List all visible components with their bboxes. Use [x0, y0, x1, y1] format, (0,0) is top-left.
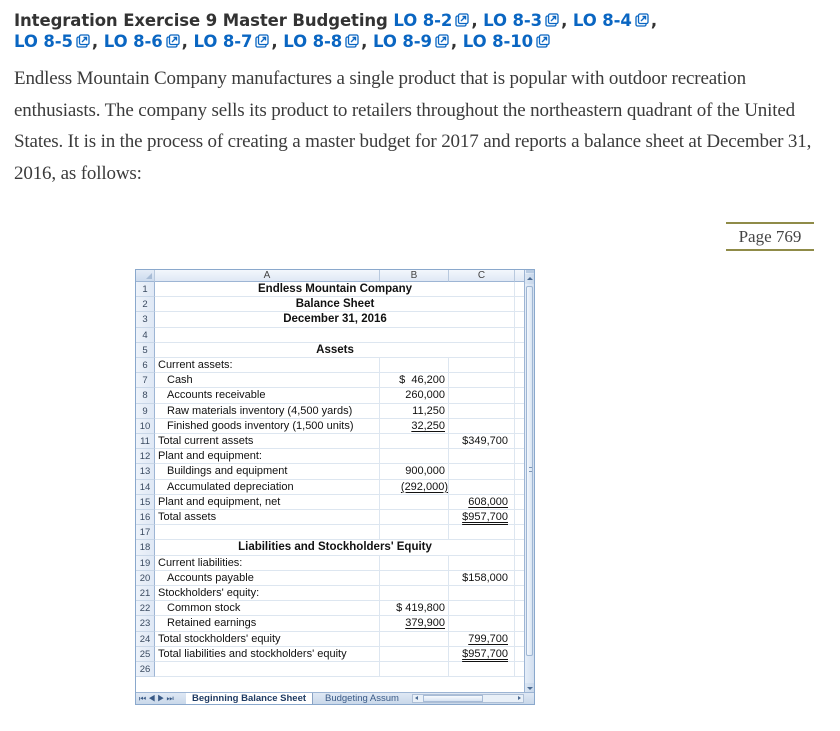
column-header-a: A — [155, 270, 380, 282]
cell-label: Total assets — [155, 510, 380, 525]
scroll-right-arrow-icon[interactable] — [518, 696, 521, 700]
row-number: 26 — [136, 662, 155, 677]
balance-sheet-spreadsheet — [135, 269, 535, 705]
cell-label: Raw materials inventory (4,500 yards) — [155, 404, 380, 419]
table-row — [136, 647, 525, 662]
cell-label: Buildings and equipment — [155, 464, 380, 479]
external-link-icon — [545, 13, 559, 27]
liabilities-section-heading: Liabilities and Stockholders' Equity — [238, 541, 432, 554]
external-link-icon — [76, 34, 90, 48]
table-row — [136, 449, 525, 464]
external-link-icon — [635, 13, 649, 27]
external-link-icon — [536, 34, 550, 48]
table-row — [136, 571, 525, 586]
table-row — [136, 419, 525, 434]
row-number: 5 — [136, 343, 155, 358]
table-row — [136, 525, 525, 540]
scroll-thumb[interactable] — [526, 286, 533, 656]
table-row — [136, 404, 525, 419]
sheet-navigation-arrows-icon[interactable]: ⏮◀▶⏭ — [139, 694, 176, 703]
select-all-corner — [136, 270, 155, 282]
table-row — [136, 464, 525, 479]
row-number: 12 — [136, 449, 155, 464]
column-header-c: C — [449, 270, 515, 282]
row-number: 25 — [136, 647, 155, 662]
cell-label: Current assets: — [155, 358, 380, 373]
sheet-tab-bar — [136, 692, 534, 704]
table-row — [136, 373, 525, 388]
table-row — [136, 662, 525, 677]
cell-label: Stockholders' equity: — [155, 586, 380, 601]
table-row — [136, 328, 525, 343]
table-row — [136, 343, 525, 358]
external-link-icon — [455, 13, 469, 27]
cell-value: 379,900 — [380, 616, 449, 631]
intro-paragraph: Endless Mountain Company manufactures a single product that is popular with outdoor recreation enthusiasts. The company sells its product to retailers throughout the northeastern quadrant of the United States. It is in the process of creating a master budget for 2017 and reports a balance sheet at December 31, 2016, as follows: — [14, 68, 812, 184]
table-row — [136, 388, 525, 403]
cell-value: 799,700 — [449, 632, 515, 647]
grip-icon — [529, 467, 532, 472]
table-row — [136, 495, 525, 510]
row-number: 15 — [136, 495, 155, 510]
row-number: 2 — [136, 297, 155, 312]
cell-value: 11,250 — [380, 404, 449, 419]
split-handle[interactable] — [526, 270, 534, 273]
cell-value: $957,700 — [449, 510, 515, 525]
statement-date: December 31, 2016 — [283, 313, 387, 326]
row-number: 19 — [136, 556, 155, 571]
cell-value: 608,000 — [449, 495, 515, 510]
column-header-b: B — [380, 270, 449, 282]
sheet-tab-budgeting-assumptions[interactable]: Budgeting Assum — [325, 693, 399, 704]
table-row — [136, 510, 525, 525]
lo-link-8-9[interactable]: LO 8-9 — [373, 32, 451, 51]
lo-link-8-6[interactable]: LO 8-6 — [104, 32, 182, 51]
table-row — [136, 616, 525, 631]
scroll-up-arrow-icon[interactable] — [525, 274, 534, 284]
row-number: 18 — [136, 540, 155, 555]
horizontal-scrollbar[interactable] — [412, 694, 524, 703]
lo-link-8-10[interactable]: LO 8-10 — [463, 32, 552, 51]
cell-value: 32,250 — [380, 419, 449, 434]
row-number: 10 — [136, 419, 155, 434]
cell-label: Current liabilities: — [155, 556, 380, 571]
cell-value: (292,000) — [380, 480, 449, 495]
exercise-title: Integration Exercise 9 Master Budgeting — [14, 11, 388, 30]
table-row — [136, 632, 525, 647]
sheet-tab-beginning-balance-sheet[interactable]: Beginning Balance Sheet — [186, 693, 313, 704]
lo-link-8-7[interactable]: LO 8-7 — [194, 32, 272, 51]
horizontal-scroll-thumb[interactable] — [423, 695, 483, 702]
row-number: 22 — [136, 601, 155, 616]
cell-label: Plant and equipment: — [155, 449, 380, 464]
cell-label: Cash — [155, 373, 380, 388]
row-number: 11 — [136, 434, 155, 449]
table-row — [136, 434, 525, 449]
row-number: 20 — [136, 571, 155, 586]
row-number: 21 — [136, 586, 155, 601]
row-number: 6 — [136, 358, 155, 373]
row-number: 14 — [136, 480, 155, 495]
table-row — [136, 601, 525, 616]
cell-label: Retained earnings — [155, 616, 380, 631]
table-row — [136, 480, 525, 495]
cell-value: 900,000 — [380, 464, 449, 479]
exercise-heading: Integration Exercise 9 Master Budgeting LO 8-2 , LO 8-3 , LO 8-4 , LO 8-5 , LO 8-6 , LO 8-7 , LO 8-8 , LO 8-9 , LO 8-10 — [14, 11, 657, 51]
row-number: 23 — [136, 616, 155, 631]
row-number: 16 — [136, 510, 155, 525]
cell-label: Accounts receivable — [155, 388, 380, 403]
table-row — [136, 358, 525, 373]
row-number: 17 — [136, 525, 155, 540]
table-row — [136, 556, 525, 571]
cell-value: 260,000 — [380, 388, 449, 403]
row-number: 9 — [136, 404, 155, 419]
statement-title: Balance Sheet — [295, 298, 375, 311]
table-row — [136, 540, 525, 555]
row-number: 4 — [136, 328, 155, 343]
table-row — [136, 586, 525, 601]
company-name: Endless Mountain Company — [258, 283, 412, 295]
cell-value: $158,000 — [449, 571, 515, 586]
external-link-icon — [345, 34, 359, 48]
table-row — [136, 282, 525, 297]
lo-link-8-8[interactable]: LO 8-8 — [283, 32, 361, 51]
row-number: 3 — [136, 312, 155, 327]
row-number: 8 — [136, 388, 155, 403]
page-marker: Page 769 — [726, 222, 814, 251]
lo-link-8-3[interactable]: LO 8-3 — [483, 11, 561, 30]
lo-link-8-4[interactable]: LO 8-4 — [573, 11, 651, 30]
row-number: 13 — [136, 464, 155, 479]
cell-value: $ 419,800 — [380, 601, 449, 616]
lo-link-8-5[interactable]: LO 8-5 — [14, 32, 92, 51]
external-link-icon — [435, 34, 449, 48]
lo-link-8-2[interactable]: LO 8-2 — [393, 11, 471, 30]
cell-label: Plant and equipment, net — [155, 495, 380, 510]
cell-label: Common stock — [155, 601, 380, 616]
external-link-icon — [166, 34, 180, 48]
cell-label: Accounts payable — [155, 571, 380, 586]
cell-label: Finished goods inventory (1,500 units) — [155, 419, 380, 434]
row-number: 24 — [136, 632, 155, 647]
row-number: 1 — [136, 282, 155, 297]
cell-label: Total stockholders' equity — [155, 632, 380, 647]
table-row — [136, 312, 525, 327]
cell-label: Total current assets — [155, 434, 380, 449]
table-row — [136, 297, 525, 312]
vertical-scrollbar[interactable] — [524, 270, 534, 693]
assets-section-heading: Assets — [316, 343, 354, 356]
cell-value: $ 46,200 — [380, 373, 449, 388]
cell-value: $349,700 — [449, 434, 515, 449]
external-link-icon — [255, 34, 269, 48]
cell-value: $957,700 — [449, 647, 515, 662]
spreadsheet-grid — [136, 270, 525, 693]
cell-label: Total liabilities and stockholders' equity — [155, 647, 380, 662]
cell-label: Accumulated depreciation — [155, 480, 380, 495]
row-number: 7 — [136, 373, 155, 388]
scroll-left-arrow-icon[interactable] — [415, 696, 418, 700]
